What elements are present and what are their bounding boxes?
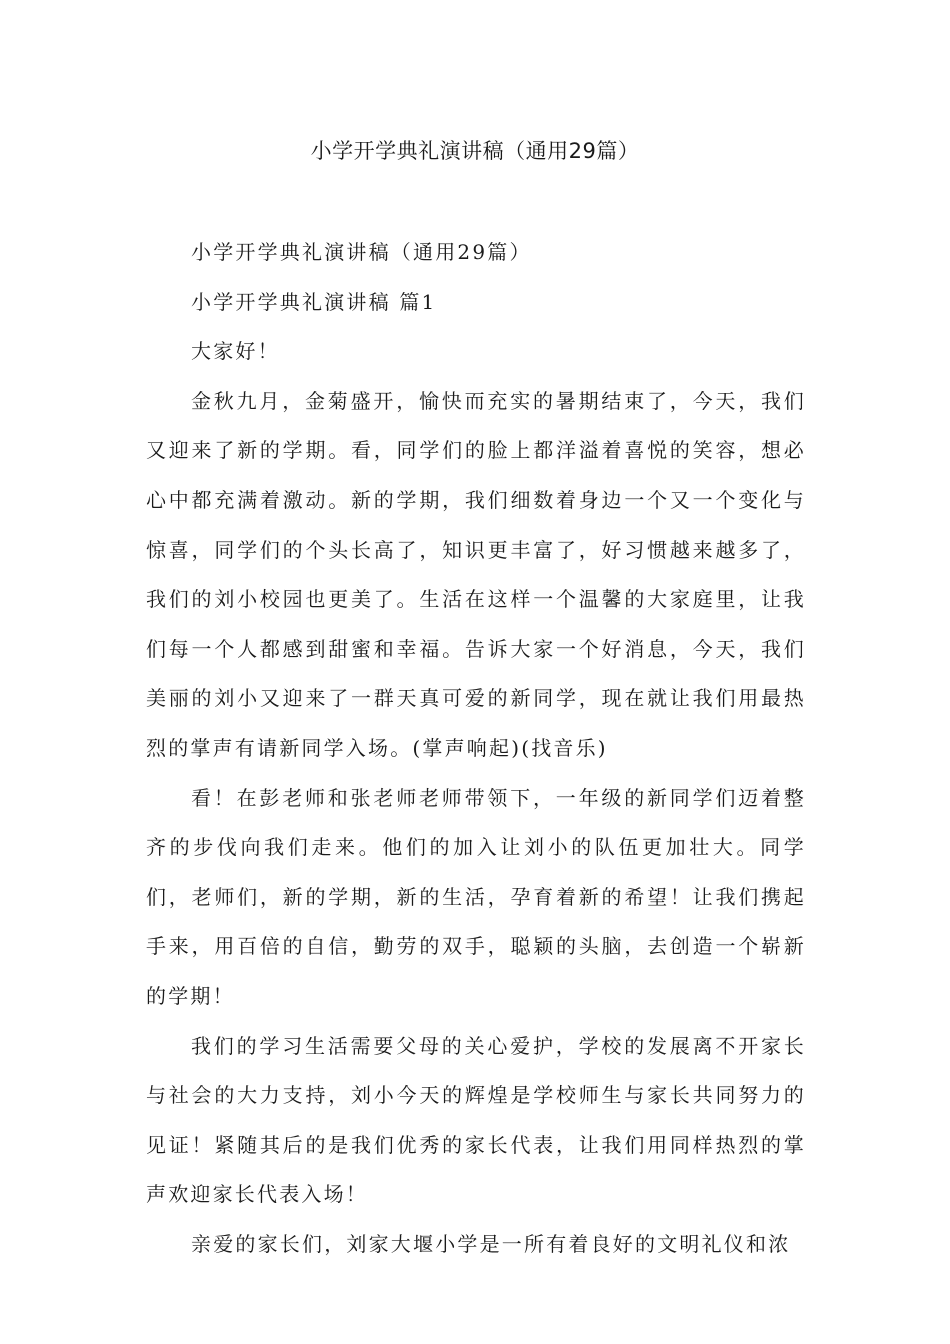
document-title: 小学开学典礼演讲稿（通用29篇） [310, 139, 640, 163]
paragraph-subtitle: 小学开学典礼演讲稿（通用29篇） [191, 240, 532, 264]
paragraph-body: 金秋九月，金菊盛开，愉快而充实的暑期结束了，今天，我们又迎来了新的学期。看，同学们的脸上都洋溢着喜悦的笑容，想必心中都充满着激动。新的学期，我们细数着身边一个又一个变化与惊喜，同学们的个头长高了，知识更丰富了，好习惯越来越多了，我们的刘小校园也更美了。生活在这样一个温馨的大家庭里，让我们每一个人都感到甜蜜和幸福。告诉大家一个好消息，今天，我们美丽的刘小又迎来了一群天真可爱的新同学，现在就让我们用最热烈的掌声有请新同学入场。(掌声响起)(找音乐) [146, 388, 806, 760]
paragraph-body: 亲爱的家长们，刘家大堰小学是一所有着良好的文明礼仪和浓 [191, 1231, 791, 1256]
document-body [146, 228, 806, 1269]
paragraph-section-heading: 小学开学典礼演讲稿 篇1 [191, 289, 437, 314]
paragraph-greeting: 大家好！ [191, 339, 280, 364]
paragraph-body: 我们的学习生活需要父母的关心爱护，学校的发展离不开家长与社会的大力支持，刘小今天的辉煌是学校师生与家长共同努力的见证！紧随其后的是我们优秀的家长代表，让我们用同样热烈的掌声欢迎家长代表入场！ [146, 1033, 806, 1207]
paragraph-body: 看！在彭老师和张老师老师带领下，一年级的新同学们迈着整齐的步伐向我们走来。他们的加入让刘小的队伍更加壮大。同学们，老师们，新的学期，新的生活，孕育着新的希望！让我们携起手来，用百倍的自信，勤劳的双手，聪颖的头脑，去创造一个崭新的学期！ [146, 785, 806, 1008]
